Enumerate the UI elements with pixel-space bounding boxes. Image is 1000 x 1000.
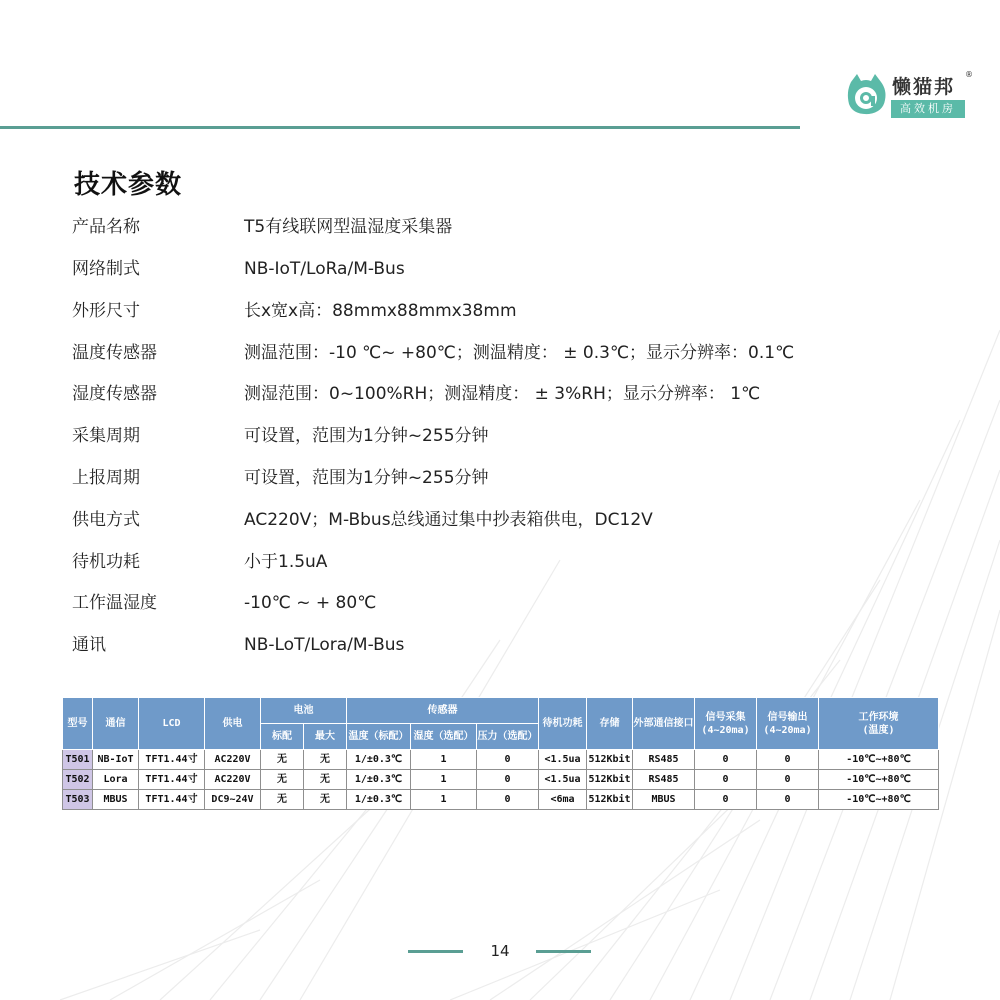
spec-value: 测湿范围：0~100%RH；测湿精度： ± 3%RH；显示分辨率： 1℃ — [244, 384, 761, 404]
cell-power: AC220V — [205, 770, 261, 790]
cell-comm: MBUS — [93, 790, 139, 810]
cell-storage: 512Kbit — [587, 770, 633, 790]
cell-power: AC220V — [205, 750, 261, 770]
spec-label: 采集周期 — [72, 426, 140, 446]
spec-value: -10℃ ~ + 80℃ — [244, 593, 377, 613]
table-row — [63, 790, 939, 810]
cell-power: DC9~24V — [205, 790, 261, 810]
cell-comm: Lora — [93, 770, 139, 790]
header-battery-max: 最大 — [304, 724, 347, 750]
spec-value: 可设置，范围为1分钟~255分钟 — [244, 426, 489, 446]
brand-name: 懒猫邦 — [892, 76, 956, 98]
header-comm: 通信 — [93, 698, 139, 750]
section-title: 技术参数 — [74, 170, 183, 200]
spec-value: 长x宽x高：88mmx88mmx38mm — [244, 301, 517, 321]
header-sensor-press: 压力（选配） — [477, 724, 539, 750]
spec-label: 网络制式 — [72, 259, 140, 279]
spec-label: 温度传感器 — [72, 343, 157, 363]
cell-battery-max: 无 — [304, 770, 347, 790]
header-lcd: LCD — [139, 698, 205, 750]
cell-standby: <1.5ua — [539, 770, 587, 790]
registered-mark: ® — [965, 70, 973, 79]
header-battery: 电池 — [261, 698, 347, 724]
header-environment-line2: (温度) — [862, 724, 895, 736]
spec-label: 待机功耗 — [72, 552, 140, 572]
header-sensor: 传感器 — [347, 698, 539, 724]
spec-value: NB-IoT/LoRa/M-Bus — [244, 259, 405, 279]
spec-label: 产品名称 — [72, 217, 140, 237]
cell-storage: 512Kbit — [587, 790, 633, 810]
header-environment — [819, 698, 939, 750]
header-environment-line1: 工作环境 — [858, 711, 899, 723]
cat-at-icon — [843, 72, 889, 118]
cell-hum: 1 — [411, 750, 477, 770]
cell-signal-out: 0 — [757, 750, 819, 770]
table-row — [63, 770, 939, 790]
spec-label: 通讯 — [72, 635, 106, 655]
cell-press: 0 — [477, 770, 539, 790]
header-sensor-temp: 温度（标配） — [347, 724, 411, 750]
brand-subtitle: 高效机房 — [891, 100, 965, 118]
header-signal-in — [695, 698, 757, 750]
brand-logo — [843, 68, 973, 124]
header-signal-out-line2: (4~20ma) — [763, 724, 812, 736]
cell-environment: -10℃~+80℃ — [819, 750, 939, 770]
header-divider — [0, 126, 800, 129]
cell-comm: NB-IoT — [93, 750, 139, 770]
cell-storage: 512Kbit — [587, 750, 633, 770]
cell-temp: 1/±0.3℃ — [347, 770, 411, 790]
cell-environment: -10℃~+80℃ — [819, 790, 939, 810]
cell-signal-out: 0 — [757, 770, 819, 790]
cell-standby: <6ma — [539, 790, 587, 810]
cell-lcd: TFT1.44寸 — [139, 770, 205, 790]
spec-value: 小于1.5uA — [244, 552, 328, 572]
cell-battery-std: 无 — [261, 770, 304, 790]
cell-hum: 1 — [411, 790, 477, 810]
cell-hum: 1 — [411, 770, 477, 790]
cell-lcd: TFT1.44寸 — [139, 750, 205, 770]
footer-rule-left — [408, 950, 463, 953]
cell-signal-in: 0 — [695, 790, 757, 810]
header-signal-out-line1: 信号输出 — [767, 711, 808, 723]
header-sensor-hum: 湿度（选配） — [411, 724, 477, 750]
cell-temp: 1/±0.3℃ — [347, 750, 411, 770]
cell-signal-in: 0 — [695, 770, 757, 790]
cell-battery-std: 无 — [261, 790, 304, 810]
cell-press: 0 — [477, 750, 539, 770]
cell-battery-max: 无 — [304, 750, 347, 770]
header-battery-std: 标配 — [261, 724, 304, 750]
product-spec-table — [62, 697, 939, 810]
cell-environment: -10℃~+80℃ — [819, 770, 939, 790]
spec-label: 湿度传感器 — [72, 384, 157, 404]
spec-value: 测温范围：-10 ℃~ +80℃；测温精度： ± 0.3℃；显示分辨率：0.1℃ — [244, 343, 795, 363]
cell-battery-std: 无 — [261, 750, 304, 770]
spec-label: 外形尺寸 — [72, 301, 140, 321]
cell-interface: RS485 — [633, 770, 695, 790]
footer-rule-right — [536, 950, 591, 953]
cell-interface: RS485 — [633, 750, 695, 770]
spec-value: T5有线联网型温湿度采集器 — [244, 217, 453, 237]
spec-label: 工作温湿度 — [72, 593, 157, 613]
table-row — [63, 750, 939, 770]
spec-label: 上报周期 — [72, 468, 140, 488]
spec-value: 可设置，范围为1分钟~255分钟 — [244, 468, 489, 488]
header-signal-in-line2: (4~20ma) — [701, 724, 750, 736]
cell-press: 0 — [477, 790, 539, 810]
header-interface: 外部通信接口 — [633, 698, 695, 750]
cell-standby: <1.5ua — [539, 750, 587, 770]
cell-interface: MBUS — [633, 790, 695, 810]
header-power: 供电 — [205, 698, 261, 750]
spec-value: NB-LoT/Lora/M-Bus — [244, 635, 405, 655]
cell-temp: 1/±0.3℃ — [347, 790, 411, 810]
spec-value: AC220V；M-Bbus总线通过集中抄表箱供电，DC12V — [244, 510, 653, 530]
header-storage: 存储 — [587, 698, 633, 750]
cell-signal-out: 0 — [757, 790, 819, 810]
header-model: 型号 — [63, 698, 93, 750]
cell-model: T503 — [63, 790, 93, 810]
spec-label: 供电方式 — [72, 510, 140, 530]
cell-signal-in: 0 — [695, 750, 757, 770]
header-standby: 待机功耗 — [539, 698, 587, 750]
page-number: 14 — [490, 942, 510, 960]
header-signal-out — [757, 698, 819, 750]
cell-lcd: TFT1.44寸 — [139, 790, 205, 810]
cell-model: T502 — [63, 770, 93, 790]
cell-model: T501 — [63, 750, 93, 770]
header-signal-in-line1: 信号采集 — [705, 711, 746, 723]
cell-battery-max: 无 — [304, 790, 347, 810]
